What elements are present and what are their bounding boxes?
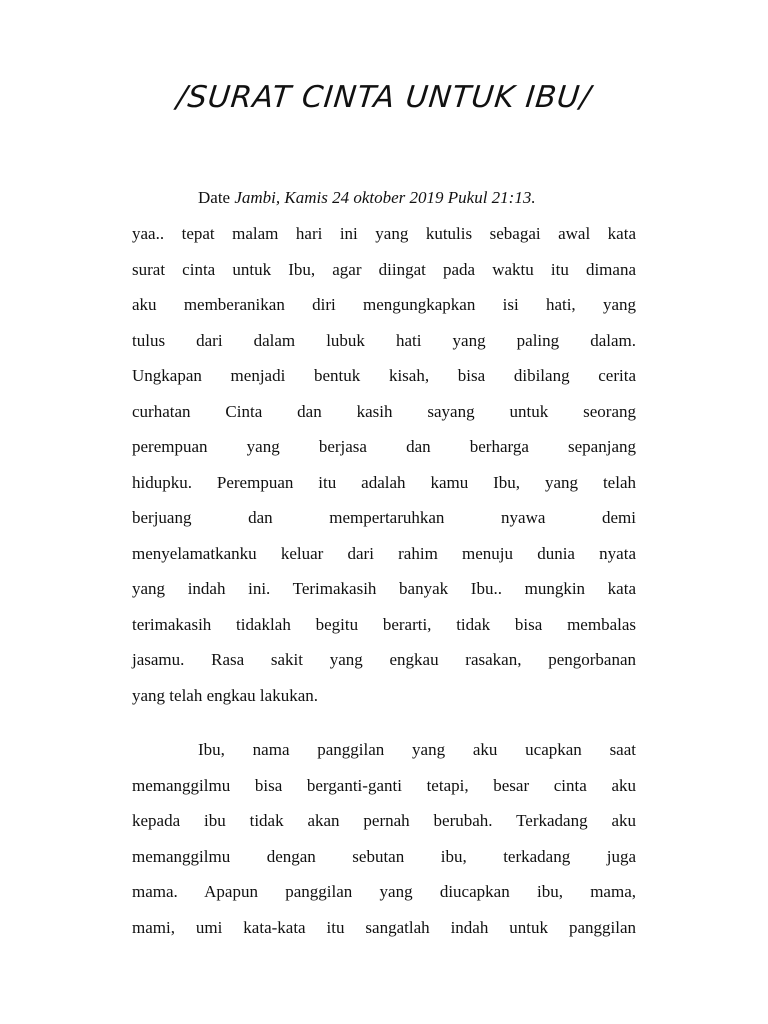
- paragraph-line: mama. Apapun panggilan yang diucapkan ibu, mama,: [132, 882, 636, 901]
- paragraph-line: surat cinta untuk Ibu, agar diingat pada waktu itu dimana: [132, 259, 636, 279]
- paragraph-line: Ungkapan menjadi bentuk kisah, bisa dibilang cerita: [132, 366, 636, 385]
- paragraph-line: memanggilmu dengan sebutan ibu, terkadang juga: [132, 846, 636, 866]
- paragraph-line: perempuan yang berjasa dan berharga sepanjang: [132, 437, 636, 456]
- paragraph-1: [132, 216, 636, 713]
- paragraph-line: berjuang dan mempertaruhkan nyawa demi: [132, 508, 636, 527]
- paragraph-line: yang telah engkau lakukan.: [132, 685, 318, 705]
- paragraph-line: aku memberanikan diri mengungkapkan isi hati, yang: [132, 295, 636, 314]
- paragraph-line: menyelamatkanku keluar dari rahim menuju dunia nyata: [132, 543, 636, 563]
- paragraph-line: kepada ibu tidak akan pernah berubah. Terkadang aku: [132, 811, 636, 830]
- paragraph-line: curhatan Cinta dan kasih sayang untuk seorang: [132, 401, 636, 421]
- paragraph-line: terimakasih tidaklah begitu berarti, tidak bisa membalas: [132, 614, 636, 634]
- paragraph-line: yaa.. tepat malam hari ini yang kutulis sebagai awal kata: [132, 224, 636, 243]
- paragraph-line: hidupku. Perempuan itu adalah kamu Ibu, yang telah: [132, 472, 636, 492]
- paragraph-line: memanggilmu bisa berganti-ganti tetapi, besar cinta aku: [132, 775, 636, 795]
- paragraph-line: Ibu, nama panggilan yang aku ucapkan saat: [198, 740, 636, 759]
- paragraph-line: jasamu. Rasa sakit yang engkau rasakan, pengorbanan: [132, 650, 636, 669]
- paragraph-line: yang indah ini. Terimakasih banyak Ibu.. mungkin kata: [132, 579, 636, 598]
- paragraph-line: mami, umi kata-kata itu sangatlah indah untuk panggilan: [132, 917, 636, 937]
- paragraph-2: [132, 732, 636, 945]
- date-label: Date: [198, 188, 231, 207]
- date-line: [198, 180, 536, 216]
- date-value: Jambi, Kamis 24 oktober 2019 Pukul 21:13.: [234, 188, 536, 207]
- paragraph-line: tulus dari dalam lubuk hati yang paling dalam.: [132, 330, 636, 350]
- document-title: /SURAT CINTA UNTUK IBU/: [174, 80, 594, 115]
